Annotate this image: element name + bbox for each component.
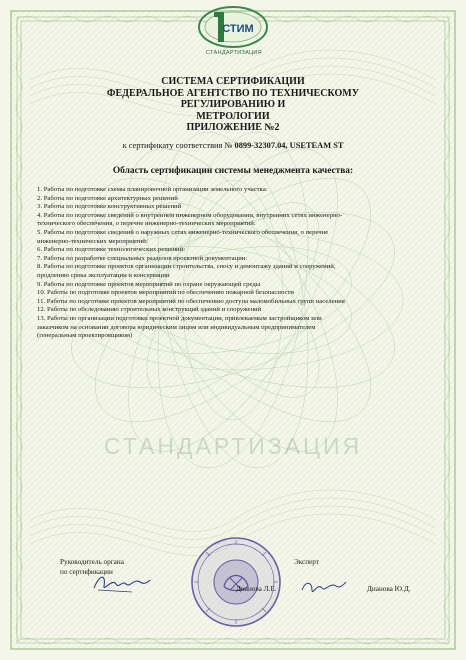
certificate-number: 0899-32307.04, USETEAM ST bbox=[234, 141, 344, 150]
work-item: 3. Работы по подготовке конструктивных решений bbox=[37, 203, 182, 211]
works-list bbox=[37, 186, 429, 341]
expert-role: Эксперт bbox=[294, 558, 319, 566]
head-name: Дианова Л.Е. bbox=[236, 585, 277, 593]
logo-mark-text: СТИМ bbox=[222, 23, 254, 35]
work-item: 2. Работы по подготовке архитектурных решений bbox=[37, 194, 178, 202]
header-line-2: ФЕДЕРАЛЬНОЕ АГЕНТСТВО ПО ТЕХНИЧЕСКОМУ РЕГУЛИРОВАНИЮ И bbox=[106, 87, 360, 110]
header-line-4: ПРИЛОЖЕНИЕ №2 bbox=[186, 122, 280, 133]
certificate-reference bbox=[60, 141, 406, 150]
stim-logo bbox=[196, 4, 270, 50]
work-item: 11. Работы по подготовке проектов мероприятий по обеспечению доступа маломобильных групп населения bbox=[37, 297, 345, 305]
expert-name: Дианова Ю.Д. bbox=[367, 585, 411, 593]
header-line-3: МЕТРОЛОГИИ bbox=[196, 110, 270, 122]
work-item: 10. Работы по подготовке проектов мероприятий по обеспечению пожарной безопасности bbox=[37, 289, 294, 297]
work-item: 8. Работы по подготовке проектов организации строительства, сносу и демонтажу зданий и сооружений, bbox=[37, 263, 336, 271]
expert-handwritten-signature bbox=[300, 576, 348, 598]
official-seal bbox=[188, 534, 284, 630]
work-item: 13. Работы по организации подготовки проектной документации, привлекаемым застройщиком или bbox=[37, 314, 322, 322]
work-item: 9. Работы по подготовке проектов мероприятий по охране окружающей среды bbox=[37, 280, 261, 288]
work-item: 4. Работы по подготовке сведений о внутреннем инженерном оборудовании, внутренних сетях инженерно- bbox=[37, 211, 343, 219]
head-handwritten-signature bbox=[92, 570, 152, 596]
work-item: (генеральным проектировщиком) bbox=[37, 332, 133, 340]
expert-signature-block bbox=[294, 557, 414, 567]
work-item: 7. Работы по разработке специальных разделов проектной документации: bbox=[37, 254, 248, 262]
work-item: заказчиком на основании договора юридическим лицом или индивидуальным предпринимателем bbox=[37, 323, 316, 331]
document-header bbox=[60, 76, 406, 134]
work-item: 12. Работы по обследованию строительных конструкций зданий и сооружений bbox=[37, 306, 262, 314]
head-role-line-1: Руководитель органа bbox=[60, 558, 124, 566]
work-item: инженерно-технических мероприятий: bbox=[37, 237, 148, 245]
work-item: 1. Работы по подготовке схемы планировочной организации земельного участка: bbox=[37, 186, 268, 193]
work-item: технического обеспечения, о перечне инженерно-технических мероприятий: bbox=[37, 220, 256, 228]
standardization-watermark: СТАНДАРТИЗАЦИЯ bbox=[103, 433, 363, 459]
head-role-line-2: по сертификации bbox=[60, 568, 113, 576]
work-item: 5. Работы по подготовке сведений о наружных сетях инженерно-технического обеспечения, о перечне bbox=[37, 228, 329, 236]
header-line-1: СИСТЕМА СЕРТИФИКАЦИИ bbox=[161, 76, 305, 87]
work-item: продлению срока эксплуатации и консервации bbox=[37, 271, 170, 279]
certificate-prefix: к сертификату соответствия № bbox=[122, 141, 233, 150]
logo-caption: СТАНДАРТИЗАЦИЯ bbox=[206, 50, 262, 56]
scope-title: Область сертификации системы менеджмента качества: bbox=[112, 166, 354, 176]
work-item: 6. Работы по подготовке технологических решений: bbox=[37, 246, 186, 254]
